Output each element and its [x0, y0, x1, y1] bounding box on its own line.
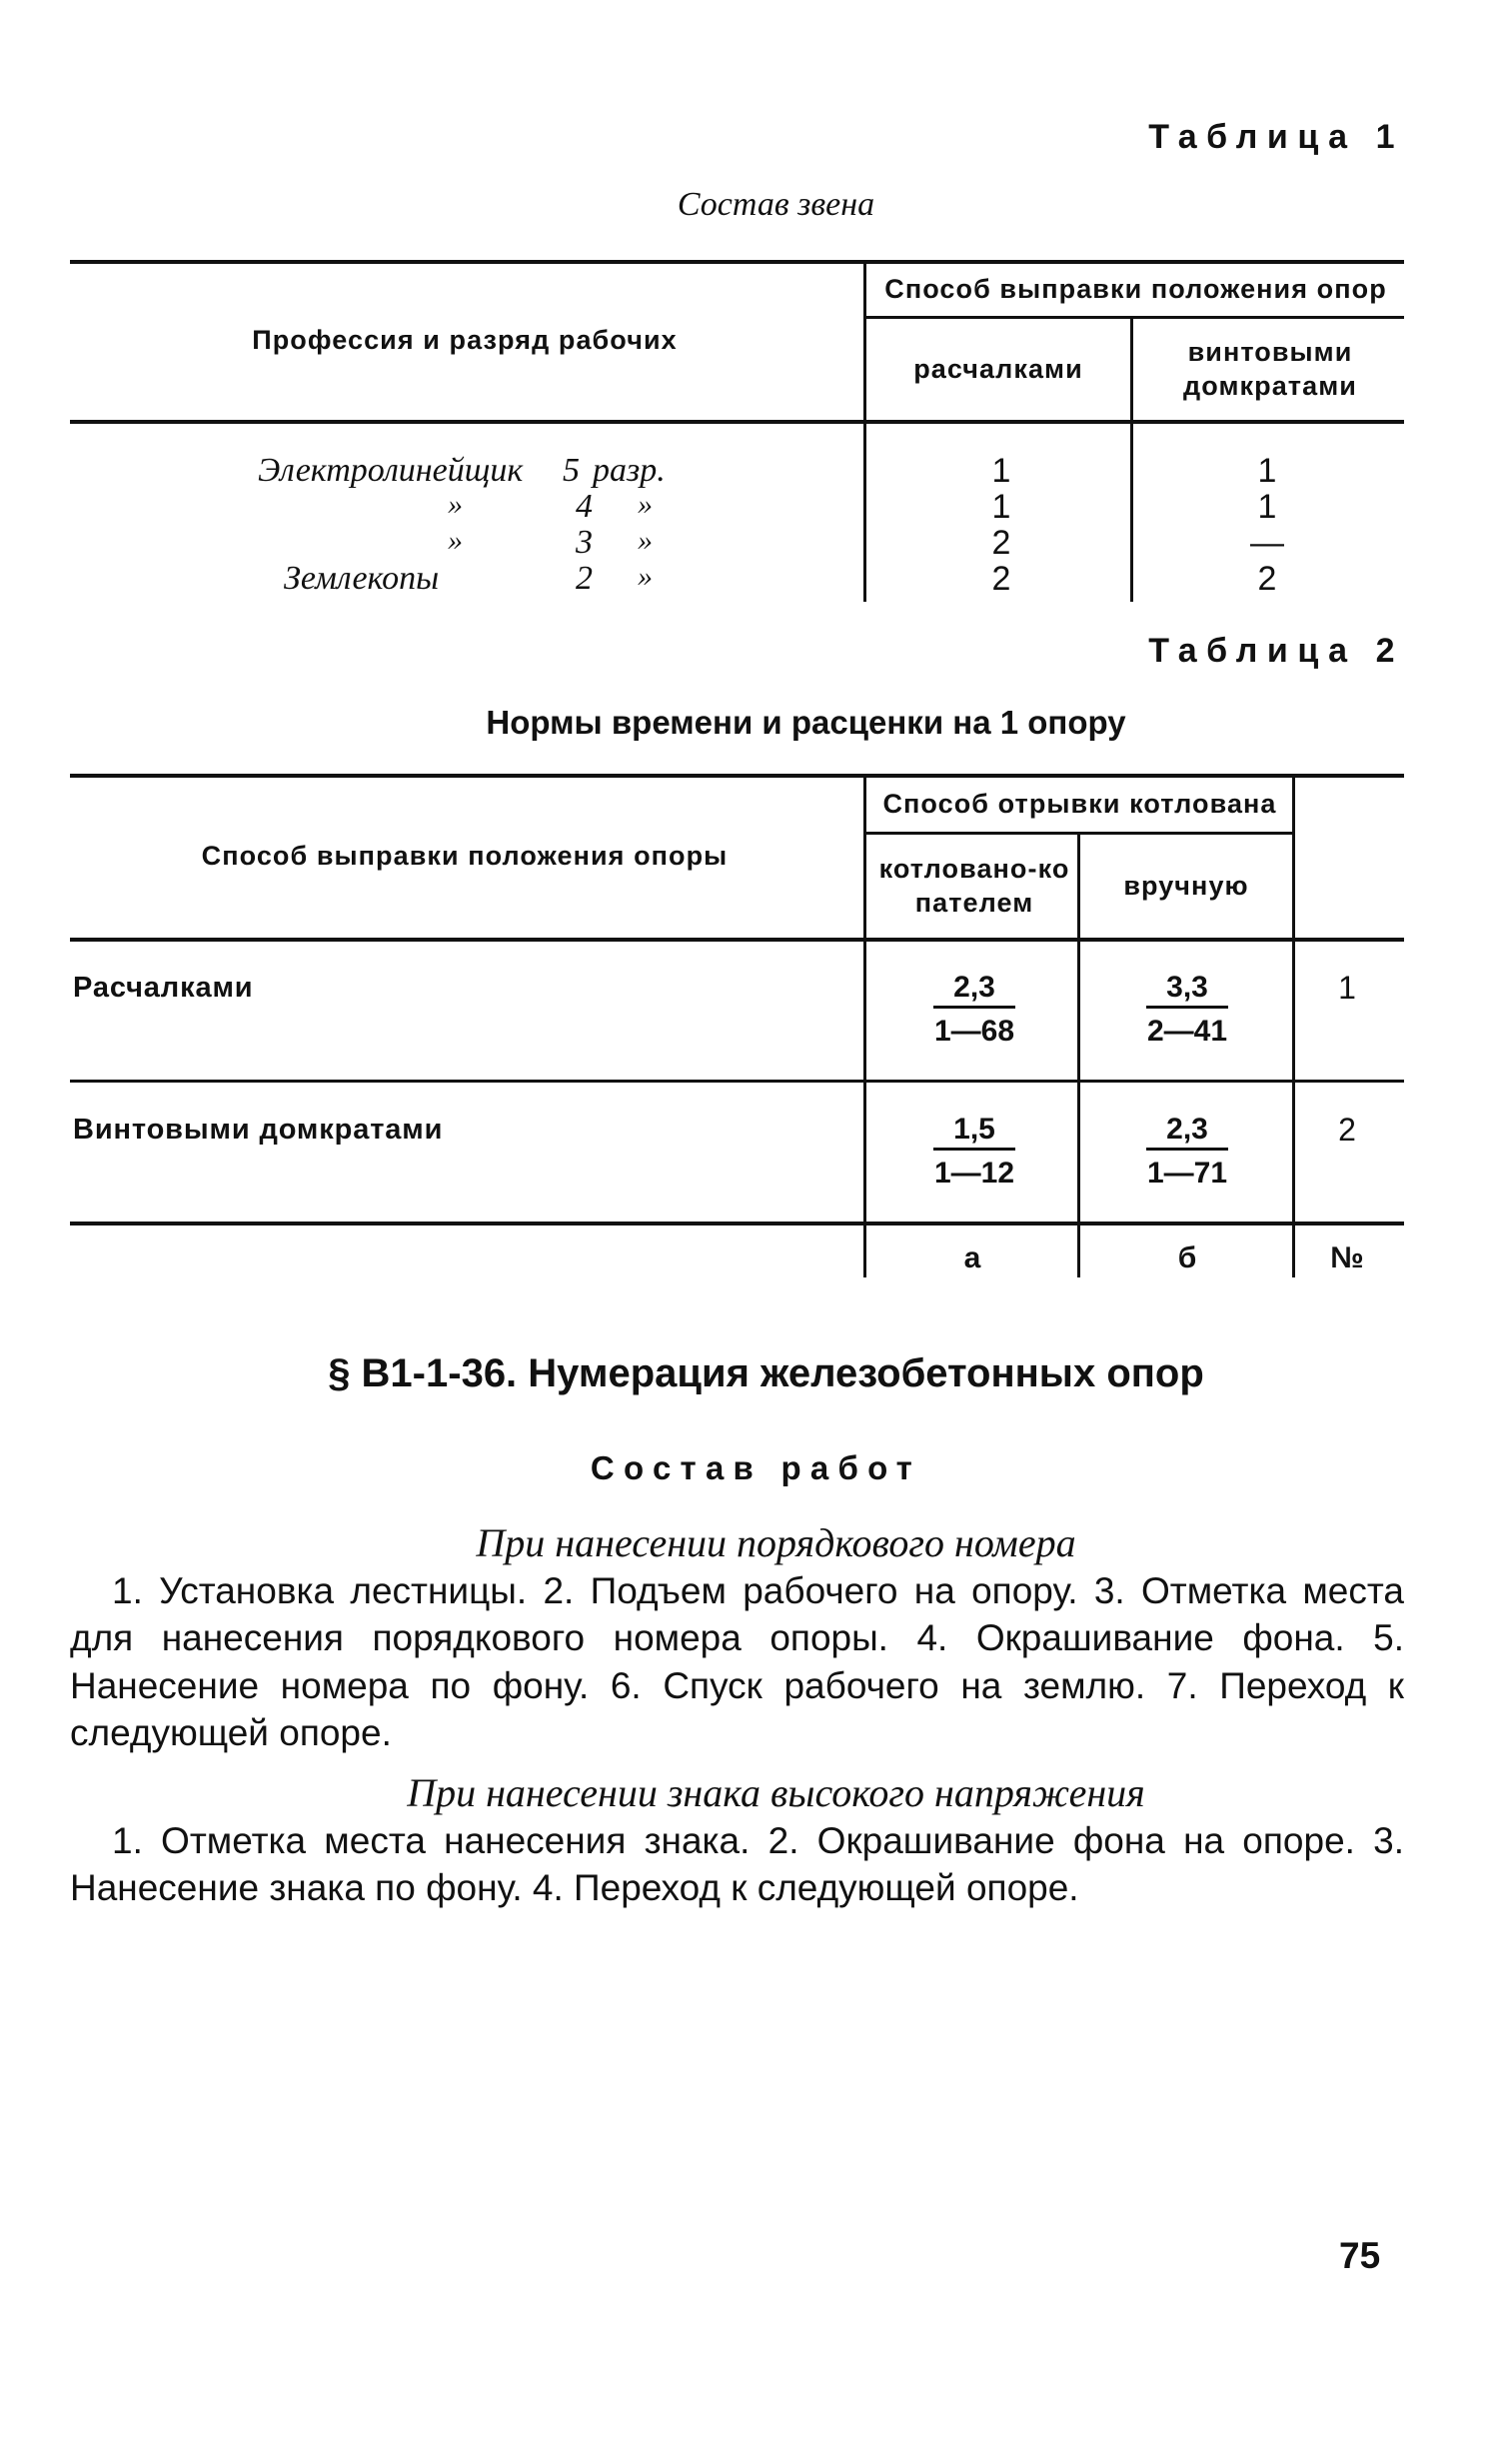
table1-row-unit: »	[638, 524, 653, 557]
table2-row-rule	[70, 1080, 1404, 1083]
table1-row-unit: разр.	[593, 452, 666, 489]
table1-row-c1: 1	[991, 488, 1011, 526]
table2-title: Нормы времени и расценки на 1 опору	[486, 704, 1126, 741]
table2-cell-b	[1117, 1112, 1257, 1196]
rate: 1—71	[1146, 1157, 1228, 1190]
table1-row-grade: 5	[563, 452, 580, 489]
table1-title: Состав звена	[677, 186, 875, 223]
table2-row-number: 2	[1338, 1112, 1356, 1148]
table1-row-unit: »	[638, 560, 653, 593]
table1-row-c2: 1	[1257, 452, 1277, 490]
table1-row-c1: 2	[991, 524, 1011, 562]
paragraph-high-voltage: 1. Отметка места нанесения знака. 2. Окрашивание фона на опоре. 3. Нанесение знака по фону. 4. Переход к следующей опоре.	[70, 1820, 1404, 1909]
table2-vline-3	[1292, 776, 1295, 1277]
table2-col-header: Способ выправки положения опоры	[201, 841, 729, 872]
norm-time: 1,5	[933, 1112, 1015, 1151]
table1-row-c2: 1	[1257, 488, 1277, 526]
rate: 1—12	[933, 1157, 1015, 1190]
rate: 2—41	[1146, 1015, 1228, 1048]
table1-vline-2	[1130, 318, 1133, 602]
table1-vline-1	[863, 262, 866, 602]
table1-header-rule	[864, 316, 1404, 319]
table2-row-rule	[70, 1222, 1404, 1226]
subheading-high-voltage: При нанесении знака высокого напряжения	[407, 1770, 1145, 1815]
table2-header-bottom-rule	[70, 938, 1404, 942]
section-title: § В1-1-36. Нумерация железобетонных опор	[328, 1351, 1204, 1395]
table2-vline-2	[1077, 834, 1080, 1277]
table1-row-name: »	[448, 524, 463, 557]
table1-row-c2: 2	[1257, 560, 1277, 598]
table2-sub-header-1: котловано-копателем	[878, 854, 1070, 918]
table1-row-grade: 2	[576, 560, 593, 597]
table1-row-c2: —	[1250, 524, 1284, 562]
table1-row-unit: »	[638, 488, 653, 521]
table2-footer-b: б	[1177, 1241, 1197, 1274]
table1-row-c1: 1	[991, 452, 1011, 490]
table2-group-header: Способ отрывки котлована	[882, 789, 1277, 820]
table2-cell-b	[1117, 970, 1257, 1054]
work-heading: Состав работ	[590, 1449, 922, 1486]
norm-time: 3,3	[1146, 970, 1228, 1009]
table1-group-header: Способ выправки положения опор	[884, 274, 1387, 305]
table2-footer-no: №	[1330, 1241, 1364, 1274]
table2-row-number: 1	[1338, 970, 1356, 1006]
table2-vline-1	[863, 776, 866, 1277]
subheading-serial-number: При нанесении порядкового номера	[476, 1520, 1076, 1565]
table1-col-header: Профессия и разряд рабочих	[252, 325, 678, 356]
norm-time: 2,3	[1146, 1112, 1228, 1151]
table2-footer-a: а	[963, 1241, 981, 1274]
table2-row-label: Расчалками	[73, 972, 254, 1004]
paragraph-serial-number: 1. Установка лестницы. 2. Подъем рабочего на опору. 3. Отметка места для нанесения порядкового номера опоры. 4. Окрашивание фона. 5. Нанесение номера по фону. 6. Спуск рабочего на землю. 7. Переход к следующей опоре.	[70, 1570, 1404, 1754]
rate: 1—68	[933, 1015, 1015, 1048]
table1-row-name: Электролинейщик	[258, 452, 524, 489]
table2-cell-a	[904, 1112, 1044, 1196]
table1-row-name: Землекопы	[284, 560, 440, 597]
table1-sub-header-2: винтовыми домкратами	[1183, 337, 1357, 401]
norm-time: 2,3	[933, 970, 1015, 1009]
table2-row-label: Винтовыми домкратами	[73, 1114, 444, 1146]
table1-sub-header-1: расчалками	[913, 354, 1083, 385]
table1-header-bottom-rule	[70, 420, 1404, 424]
table1-row-grade: 3	[576, 524, 593, 561]
table2-cell-a	[904, 970, 1044, 1054]
table1-label: Таблица 1	[1148, 118, 1404, 156]
table2-label: Таблица 2	[1148, 632, 1404, 670]
table2-sub-header-2: вручную	[1123, 871, 1249, 902]
page-number: 75	[1339, 2235, 1381, 2276]
table1-row-c1: 2	[991, 560, 1011, 598]
table1-row-name: »	[448, 488, 463, 521]
table1-row-grade: 4	[576, 488, 593, 525]
